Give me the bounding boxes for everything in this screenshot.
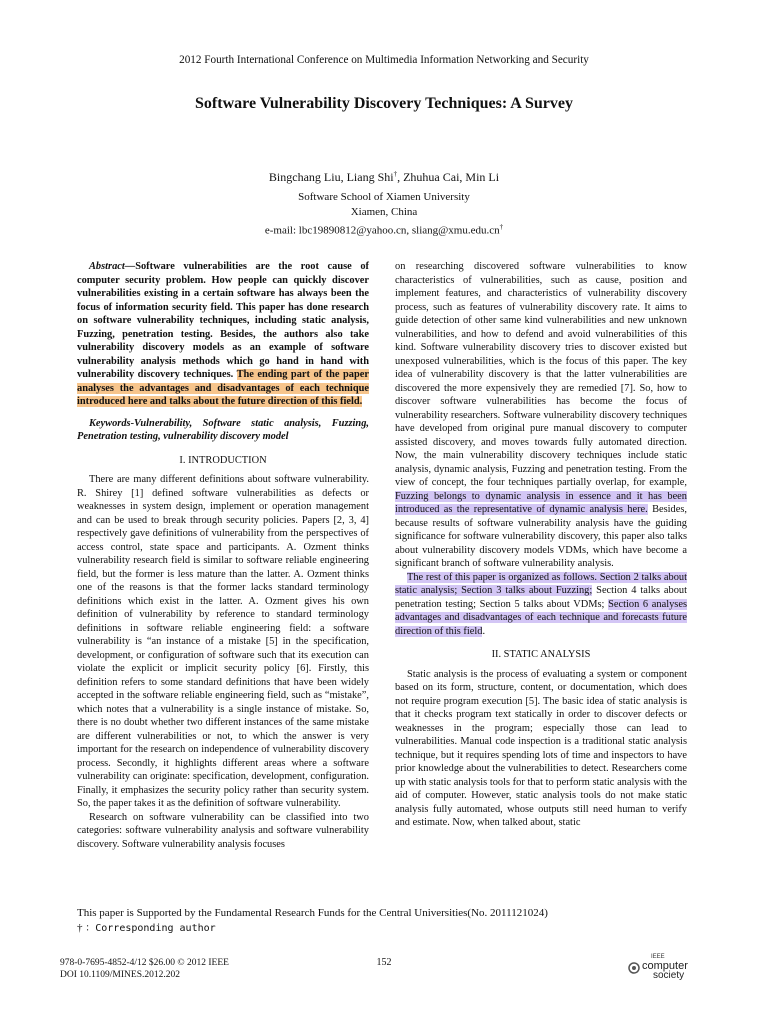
affiliation-email — [0, 220, 768, 239]
right-paragraph-1 — [395, 260, 687, 571]
conference-header: 2012 Fourth International Conference on Multimedia Information Networking and Security — [179, 54, 589, 66]
right-column — [395, 260, 687, 830]
section-heading-static-analysis: II. STATIC ANALYSIS — [491, 649, 591, 660]
logo-ieee-text: IEEE — [651, 954, 665, 960]
abstract-highlight: The ending part of the paper analyses the advantages and disadvantages of each technique introduced here and talks about the future direction of this field. — [77, 369, 369, 407]
corresponding-author-text: ：Corresponding author — [85, 923, 216, 934]
affiliation-school: Software School of Xiamen University — [298, 191, 470, 203]
right-p1-highlight: Fuzzing belongs to dynamic analysis in essence and it has been introduced as the representative of dynamic analysis here. — [395, 490, 687, 515]
isbn-line: 978-0-7695-4852-4/12 $26.00 © 2012 IEEE — [60, 958, 229, 968]
abstract — [77, 260, 369, 409]
intro-paragraph-2: Research on software vulnerability can be classified into two categories: software vulnerability analysis and software vulnerability discovery. Software vulnerability analysis focuses — [77, 811, 369, 850]
author-names: Bingchang Liu, Liang Shi — [268, 170, 394, 184]
logo-society-text: society — [653, 970, 685, 980]
affiliation-city: Xiamen, China — [350, 206, 418, 218]
keywords: Keywords-Vulnerability, Software static analysis, Fuzzing, Penetration testing, vulnerability discovery model — [77, 417, 369, 442]
left-column — [77, 260, 369, 851]
author-names-rest: , Zhuhua Cai, Min Li — [397, 170, 500, 184]
right-p2-middle: Section 4 talks about penetration testing; Section 5 talks about VDMs; — [395, 585, 687, 610]
affiliation — [0, 190, 768, 239]
corresponding-note — [77, 921, 548, 936]
right-p2-end: . — [482, 625, 486, 637]
right-p1-text-a: on researching discovered software vulnerabilities to know characteristics of vulnerabilities, such as cause, position and implement features, and characteristics of vulnerability discovery process, such as features of vulnerability discovery rate. It aims to guide detection of other same kind vulnerabilities and new unknown vulnerabilities, and how to defend and avoid vulnerabilities of this kind. Software vulnerability discovery tries to discover existed but unexposed vulnerabilities, which is the focus of this paper. The key idea of vulnerability discovery is that the latter vulnerabilities are discovered the more expensively they are remedied [7]. So, how to discover software vulnerabilities has become the focus of vulnerability researchers. Software vulnerability discovery techniques have developed from original pure manual discovery to computer assisted discovery, and moves towards fully automated direction. Now, the main vulnerability discovery techniques include static analysis, dynamic analysis, Fuzzing and penetration testing. From the view of concept, the four techniques partially overlap, for example, — [395, 261, 687, 488]
abstract-body: Software vulnerabilities are the root cause of computer security problem. How people can quickly discover vulnerabilities existing in a certain software has always been the focus of information security field. This paper has done research on software vulnerability techniques, including static analysis, Fuzzing, penetration testing. Besides, the authors also take vulnerability discovery models as an example of software vulnerability analysis methods which go hand in hand with vulnerability discovery techniques. — [77, 261, 369, 380]
email-dagger: † — [499, 223, 504, 231]
page-number: 152 — [376, 957, 392, 968]
right-p2-highlight-1: The rest of this paper is organized as follows. Section 2 talks about static analysis; Section 3 talks about Fuzzing; — [395, 571, 687, 596]
ieee-computer-society-logo — [627, 950, 717, 980]
computer-society-logo-icon — [627, 950, 717, 980]
funding-note: This paper is Supported by the Fundamental Research Funds for the Central Universities(No. 2011121024) — [77, 907, 548, 919]
footnote-dagger: † — [77, 922, 83, 934]
email-text: e-mail: lbc19890812@yahoo.cn, sliang@xmu.edu.cn — [264, 224, 500, 237]
static-analysis-paragraph: Static analysis is the process of evaluating a system or component based on its form, structure, content, or documentation, which does not require program execution [5]. The basic idea of static analysis is that it checks program text statically in order to discover defects or weaknesses in the program; especially those can lead to vulnerabilities. Manual code inspection is a traditional static analysis technique, but it requires spending lots of time and inspectors to have prior knowledge about the vulnerabilities to detect. Researchers come up with static analysis tools for that to perform static analysis with the aid of computer. However, static analysis tools do not make static analysis fully automated, whose outputs still need human to verify and estimate. Now, when talked about, static — [395, 668, 687, 828]
logo-computer-text: computer — [642, 960, 688, 972]
dagger-mark: † — [393, 170, 398, 178]
right-p1-text-b: Besides, because results of software vulnerability analysis have the guiding significance for software vulnerability discovery, this paper also talks about vulnerability discovery models VDMs, which have become a significant branch of software vulnerability analysis. — [395, 504, 687, 569]
section-heading-introduction: I. INTRODUCTION — [179, 454, 267, 466]
intro-paragraph-1: There are many different definitions about software vulnerability. R. Shirey [1] defined software vulnerabilities as defects or weaknesses in system design, implement or operation management and can be used to break through security policies. Papers [2, 3, 4] respectively gave definitions of vulnerability from the perspectives of access control, state space and participants. A. Ozment thinks vulnerability research field is similar to software reliable engineering field, but the former is less mature than the latter. A. Ozment thinks one of the reasons is that the former lacks standard terminology definitions which exist in the latter. A. Ozment gives his own definition of vulnerability by reference to standard terminology definitions in software reliable engineering field: a software vulnerability is “an instance of a mistake [5] in the specification, development, or configuration of software such that its execution can violate the explicit or implicit security policy [6]. Firstly, this definition refers to some standard definitions that have been widely accepted in the software reliable engineering field, such as “mistake”, which notes that a vulnerability is a single instance of mistake. So, there is no doubt whether two different instances of the same mistake are different vulnerabilities or not, to which the answer is very important for the research on independence of vulnerability discovery process. Secondly, it highlights different areas where a software vulnerability can originate: specification, development, configuration. Finally, it emphasizes the security policy rather than security system. So, the paper takes it as the definition of software vulnerability. — [77, 474, 369, 809]
author-list — [0, 170, 768, 185]
right-paragraph-2 — [395, 571, 687, 639]
footnote — [77, 906, 548, 936]
right-p2-highlight-2: Section 6 analyses advantages and disadvantages of each technique and forecasts future direction of this field — [395, 598, 687, 637]
doi-line: DOI 10.1109/MINES.2012.202 — [60, 970, 180, 980]
abstract-lead: Abstract— — [89, 261, 136, 272]
paper-title: Software Vulnerability Discovery Techniques: A Survey — [195, 95, 573, 112]
